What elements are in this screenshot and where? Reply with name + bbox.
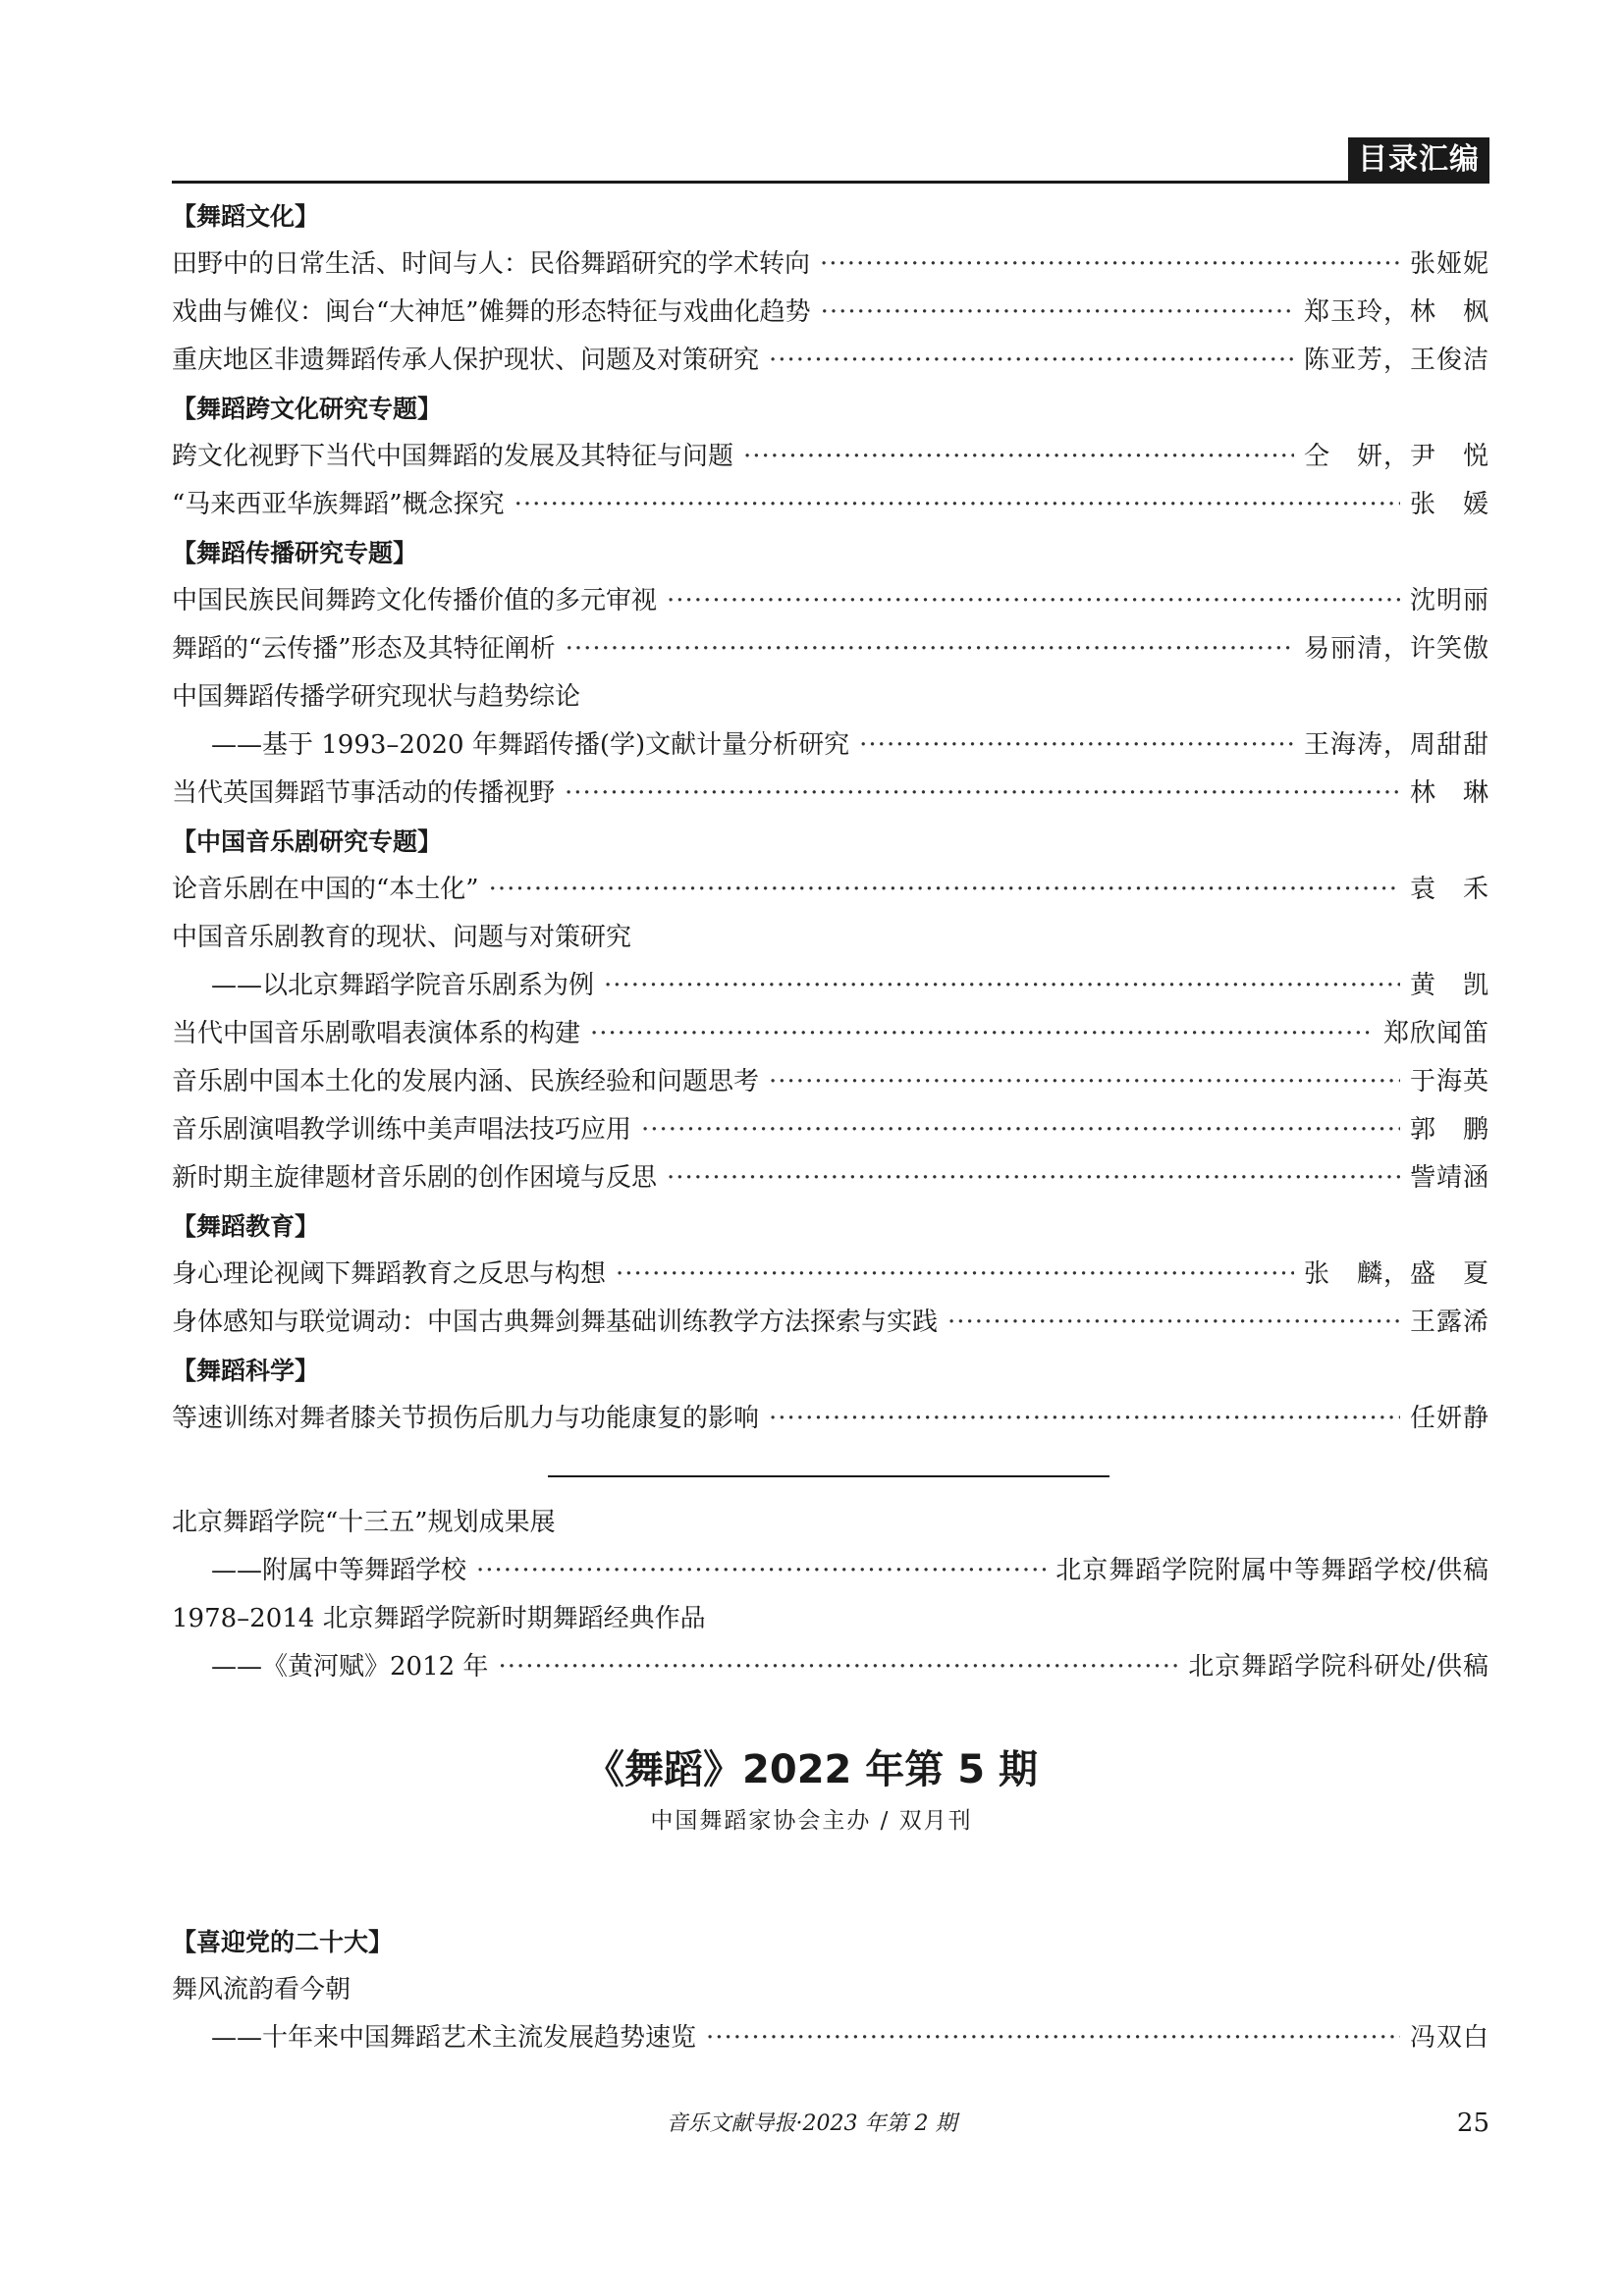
issue-contents <box>172 1918 1489 2062</box>
toc-title-line: 中国音乐剧教育的现状、问题与对策研究 <box>172 923 632 952</box>
leader-dots <box>667 1154 1400 1202</box>
leader-dots <box>514 481 1400 529</box>
entry-title: 音乐剧中国本土化的发展内涵、民族经验和问题思考 <box>172 1067 760 1096</box>
entry-author: 易丽清，许笑傲 <box>1303 634 1489 664</box>
toc-entry <box>172 962 1489 1010</box>
entry-author: 訾靖涵 <box>1409 1163 1489 1193</box>
section-heading: 【舞蹈文化】 <box>172 202 320 231</box>
leader-dots <box>743 433 1294 481</box>
section-heading: 【舞蹈跨文化研究专题】 <box>172 395 443 423</box>
entry-author: 林 琳 <box>1409 778 1489 808</box>
leader-dots <box>859 721 1294 770</box>
entry-author: 王海涛，周甜甜 <box>1303 730 1489 760</box>
entry-author: 任妍静 <box>1409 1404 1489 1433</box>
entry-title: 等速训练对舞者膝关节损伤后肌力与功能康复的影响 <box>172 1404 760 1433</box>
section-heading: 【舞蹈传播研究专题】 <box>172 539 418 567</box>
leader-dots <box>566 625 1294 673</box>
toc-entry <box>172 1643 1489 1691</box>
entry-author: 郑欣闻笛 <box>1382 1019 1489 1048</box>
leader-dots <box>947 1299 1400 1347</box>
entry-author: 张娅妮 <box>1409 249 1489 279</box>
issue-title: 《舞蹈》2022 年第 5 期 <box>585 1747 1038 1792</box>
entry-title: 当代英国舞蹈节事活动的传播视野 <box>172 778 556 808</box>
toc-entry <box>172 1010 1489 1058</box>
entry-title: 舞蹈的“云传播”形态及其特征阐析 <box>172 634 556 664</box>
supplement-list <box>172 1499 1489 1691</box>
entry-author: 仝 妍，尹 悦 <box>1303 442 1489 471</box>
header-rule <box>172 181 1489 184</box>
toc-entry <box>172 770 1489 818</box>
entry-author: 郭 鹏 <box>1409 1115 1489 1145</box>
toc-entry <box>172 1251 1489 1299</box>
toc-entry <box>172 1547 1489 1595</box>
leader-dots <box>667 577 1400 625</box>
toc-entry <box>172 625 1489 673</box>
entry-title: 身心理论视阈下舞蹈教育之反思与构想 <box>172 1259 607 1289</box>
toc-title-line: 北京舞蹈学院“十三五”规划成果展 <box>172 1508 556 1537</box>
entry-title: ——以北京舞蹈学院音乐剧系为例 <box>211 971 595 1000</box>
leader-dots <box>476 1547 1046 1595</box>
entry-author: 沈明丽 <box>1409 586 1489 615</box>
table-of-contents <box>172 192 1489 1443</box>
entry-title: 音乐剧演唱教学训练中美声唱法技巧应用 <box>172 1115 632 1145</box>
leader-dots <box>590 1010 1374 1058</box>
leader-dots <box>821 289 1294 337</box>
leader-dots <box>641 1106 1400 1154</box>
toc-entry <box>172 1395 1489 1443</box>
leader-dots <box>769 1058 1400 1106</box>
section-heading: 【舞蹈科学】 <box>172 1357 320 1385</box>
leader-dots <box>616 1251 1294 1299</box>
toc-title-line: 舞风流韵看今朝 <box>172 1975 352 2004</box>
leader-dots <box>706 2014 1400 2062</box>
entry-title: 跨文化视野下当代中国舞蹈的发展及其特征与问题 <box>172 442 734 471</box>
section-heading: 【喜迎党的二十大】 <box>172 1928 394 1956</box>
divider <box>548 1475 1109 1477</box>
toc-entry <box>172 240 1489 289</box>
leader-dots <box>769 337 1294 385</box>
toc-entry <box>172 433 1489 481</box>
entry-title: “马来西亚华族舞蹈”概念探究 <box>172 490 505 519</box>
leader-dots <box>820 240 1400 289</box>
entry-title: 田野中的日常生活、时间与人：民俗舞蹈研究的学术转向 <box>172 249 811 279</box>
entry-title: 戏曲与傩仪：闽台“大神尪”傩舞的形态特征与戏曲化趋势 <box>172 297 811 327</box>
toc-title-line: 中国舞蹈传播学研究现状与趋势综论 <box>172 682 581 712</box>
toc-entry <box>172 1154 1489 1202</box>
toc-entry <box>172 2014 1489 2062</box>
entry-title: ——《黄河赋》2012 年 <box>211 1652 489 1682</box>
toc-entry <box>172 337 1489 385</box>
issue-subtitle: 中国舞蹈家协会主办 / 双月刊 <box>650 1808 973 1834</box>
entry-author: 北京舞蹈学院科研处/供稿 <box>1188 1652 1489 1682</box>
page-number: 25 <box>1456 2109 1489 2138</box>
entry-author: 郑玉玲，林 枫 <box>1303 297 1489 327</box>
entry-author: 张 媛 <box>1409 490 1489 519</box>
toc-entry <box>172 1058 1489 1106</box>
leader-dots <box>489 866 1400 914</box>
entry-title: ——基于 1993–2020 年舞蹈传播(学)文献计量分析研究 <box>211 730 850 760</box>
entry-title: 当代中国音乐剧歌唱表演体系的构建 <box>172 1019 581 1048</box>
entry-author: 王露浠 <box>1409 1308 1489 1337</box>
section-tag: 目录汇编 <box>1348 137 1489 183</box>
toc-entry <box>172 481 1489 529</box>
toc-entry <box>172 577 1489 625</box>
entry-title: 论音乐剧在中国的“本土化” <box>172 875 479 904</box>
entry-author: 北京舞蹈学院附属中等舞蹈学校/供稿 <box>1055 1556 1489 1585</box>
entry-title: 身体感知与联觉调动：中国古典舞剑舞基础训练教学方法探索与实践 <box>172 1308 939 1337</box>
toc-entry <box>172 866 1489 914</box>
leader-dots <box>565 770 1400 818</box>
entry-title: 新时期主旋律题材音乐剧的创作困境与反思 <box>172 1163 658 1193</box>
section-heading: 【舞蹈教育】 <box>172 1212 320 1241</box>
entry-author: 冯双白 <box>1409 2023 1489 2053</box>
leader-dots <box>769 1395 1400 1443</box>
entry-author: 张 麟，盛 夏 <box>1303 1259 1489 1289</box>
toc-title-line: 1978–2014 北京舞蹈学院新时期舞蹈经典作品 <box>172 1604 706 1633</box>
entry-author: 袁 禾 <box>1409 875 1489 904</box>
entry-title: ——十年来中国舞蹈艺术主流发展趋势速览 <box>211 2023 697 2053</box>
entry-author: 黄 凯 <box>1409 971 1489 1000</box>
leader-dots <box>604 962 1400 1010</box>
toc-entry <box>172 1106 1489 1154</box>
entry-title: 重庆地区非遗舞蹈传承人保护现状、问题及对策研究 <box>172 346 760 375</box>
toc-entry <box>172 289 1489 337</box>
toc-entry <box>172 1299 1489 1347</box>
toc-entry <box>172 721 1489 770</box>
entry-author: 陈亚芳，王俊洁 <box>1303 346 1489 375</box>
section-heading: 【中国音乐剧研究专题】 <box>172 828 443 856</box>
footer-journal: 音乐文献导报·2023 年第 2 期 <box>666 2111 957 2136</box>
entry-title: 中国民族民间舞跨文化传播价值的多元审视 <box>172 586 658 615</box>
entry-title: ——附属中等舞蹈学校 <box>211 1556 467 1585</box>
leader-dots <box>498 1643 1178 1691</box>
entry-author: 于海英 <box>1409 1067 1489 1096</box>
